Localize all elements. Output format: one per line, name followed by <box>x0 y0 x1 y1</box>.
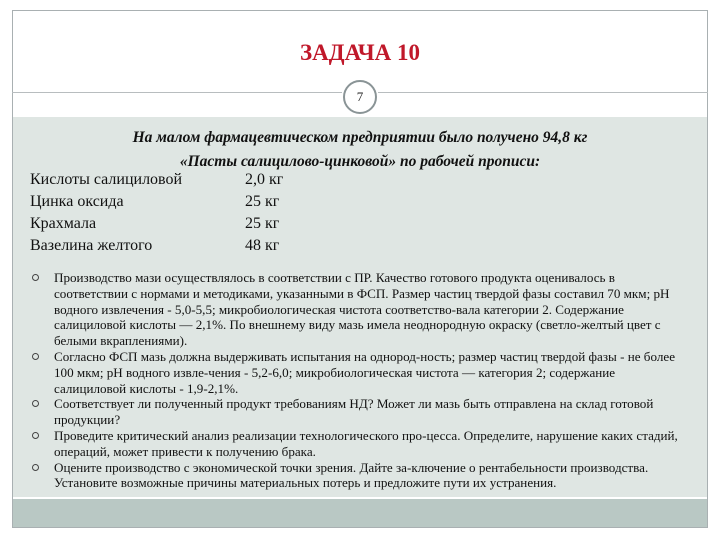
intro-line-2: «Пасты салицилово-цинковой» по рабочей прописи: <box>179 153 541 170</box>
bullet-list <box>30 270 680 491</box>
bullet-text: Производство мази осуществлялось в соответствии с ПР. Качество готового продукта оценивалось в соответствии с нормами и методиками, указанными в ФСП. Размер частиц твердой фазы составил 70 мкм; рН водного извлечения - 5,0-5,5; микробиологическая чистота соответство-вала категории 2. Содержание салициловой кислоты — 2,1%. По внешнему виду мазь имела неоднородную окраску (светло-желтый цвет с белыми вкраплениями). <box>54 270 670 349</box>
bullet-dot-icon <box>32 464 39 471</box>
ingredient-name: Крахмала <box>30 215 97 232</box>
recipe-row <box>30 235 283 257</box>
slide-title: ЗАДАЧА 10 <box>300 40 420 65</box>
bullet-item <box>30 428 680 460</box>
bullet-item <box>30 349 680 396</box>
bottom-bar <box>13 499 707 527</box>
recipe-row <box>30 169 283 191</box>
recipe-row <box>30 191 283 213</box>
bullet-item <box>30 460 680 492</box>
intro-line-1: На малом фармацевтическом предприятии было получено 94,8 кг <box>132 129 588 146</box>
ingredient-amount: 25 кг <box>245 215 280 232</box>
ingredient-name: Кислоты салициловой <box>30 171 183 188</box>
bullet-item <box>30 270 680 349</box>
bullet-text: Проведите критический анализ реализации технологического про-цесса. Определите, нарушение каких стадий, операций, может привести к получению брака. <box>54 427 678 459</box>
ingredient-amount: 25 кг <box>245 193 280 210</box>
divider-left <box>12 92 342 93</box>
intro-text <box>0 126 720 174</box>
bullet-text: Соответствует ли полученный продукт требованиям НД? Может ли мазь быть отправлена на склад готовой продукции? <box>54 396 654 428</box>
bullet-dot-icon <box>32 432 39 439</box>
ingredient-amount: 48 кг <box>245 237 280 254</box>
divider-right <box>378 92 708 93</box>
bullet-dot-icon <box>32 400 39 407</box>
bullet-dot-icon <box>32 274 39 281</box>
page-number-badge: 7 <box>343 80 377 114</box>
bullet-text: Оцените производство с экономической точки зрения. Дайте за-ключение о рентабельности производства. Установите возможные причины материальных потерь и предложите пути их устранения. <box>54 459 649 491</box>
bullet-text: Согласно ФСП мазь должна выдерживать испытания на однород-ность; размер частиц твердой фазы - не более 100 мкм; рН водного извле-чения - 5,2-6,0; микробиологическая чистота — категория 2; содержание салициловой кислоты - 1,9-2,1%. <box>54 348 675 396</box>
bullet-dot-icon <box>32 353 39 360</box>
ingredient-amount: 2,0 кг <box>245 171 284 188</box>
bullet-item <box>30 396 680 428</box>
ingredient-name: Цинка оксида <box>30 193 124 210</box>
ingredient-name: Вазелина желтого <box>30 237 153 254</box>
recipe-row <box>30 213 283 235</box>
recipe-list <box>30 169 283 257</box>
